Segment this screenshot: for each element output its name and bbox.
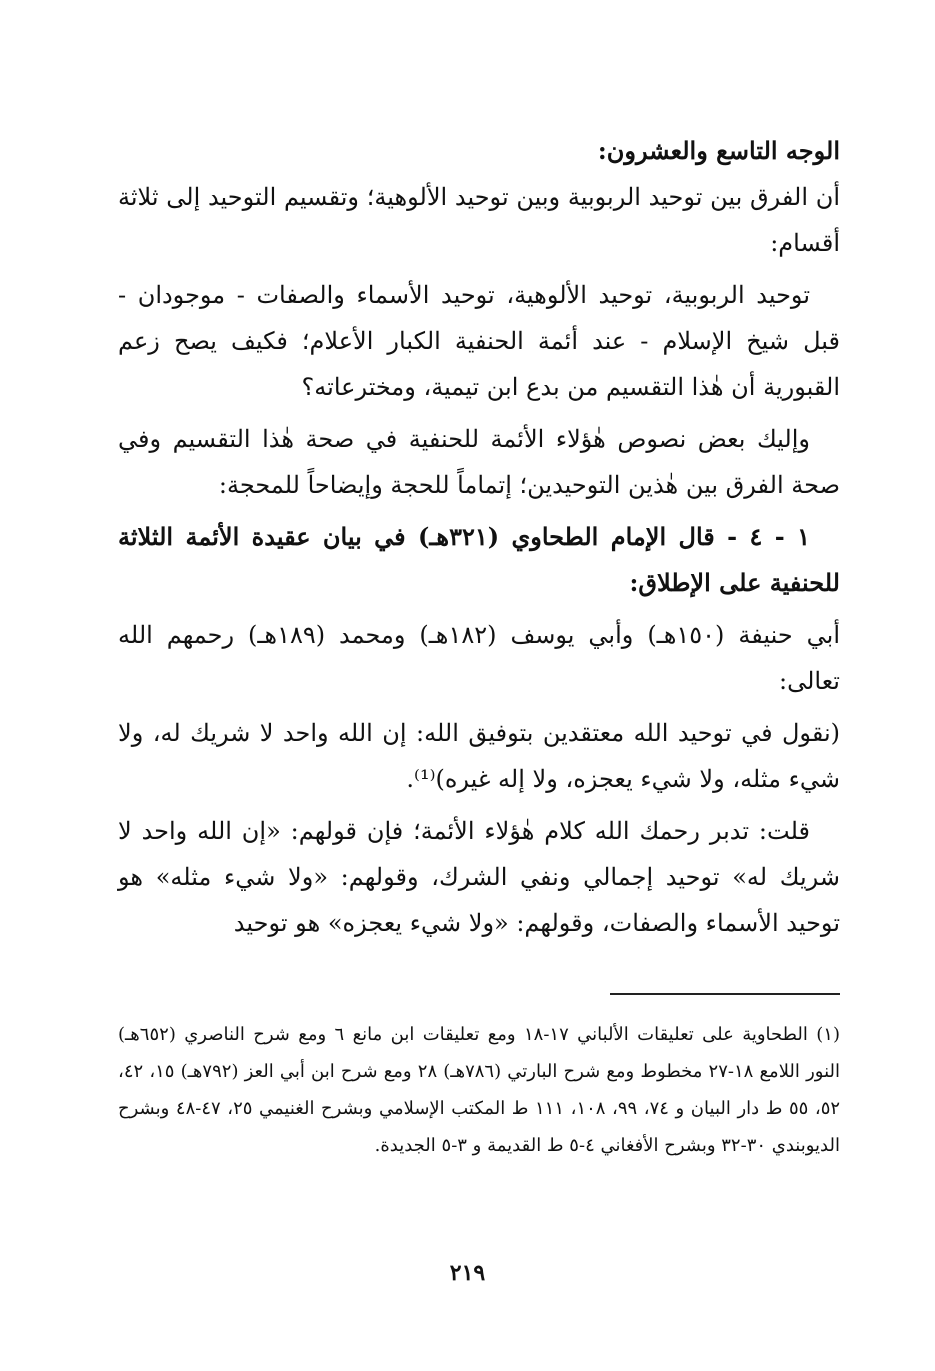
footnote: (١) الطحاوية على تعليقات الألباني ١٧-١٨ ومع تعليقات ابن مانع ٦ ومع شرح الناصري (٦٥٢هـ) النور اللامع ١٨-٢٧ مخطوط ومع شرح البارتي (٧٨٦هـ) ٢٨ ومع شرح ابن أبي العز (٧٩٢هـ) ١٥، ٤٢، ٥٢، ٥٥ ط دار البيان و ٧٤، ٩٩، ١٠٨، ١١١ ط المكتب الإسلامي وبشرح الغنيمي ٢٥، ٤٧-٤٨ وبشرح الديوبندي ٣٠-٣٢ وبشرح الأفغاني ٤-٥ ط القديمة و ٣-٥ الجديدة. bbox=[118, 1024, 841, 1156]
main-text bbox=[118, 118, 840, 952]
paragraph-2: توحيد الربوبية، توحيد الألوهية، توحيد الأسماء والصفات - موجودان - قبل شيخ الإسلام - عند أئمة الحنفية الكبار الأعلام؛ فكيف يصح زعم القبورية أن هٰذا التقسيم من بدع ابن تيمية، ومخترعاته؟ bbox=[118, 281, 840, 401]
paragraph-1: أن الفرق بين توحيد الربوبية وبين توحيد الألوهية؛ وتقسيم التوحيد إلى ثلاثة أقسام: bbox=[118, 183, 840, 257]
page-number: ٢١٩ bbox=[449, 1260, 486, 1286]
paragraph-4: ١ - ٤ - قال الإمام الطحاوي (٣٢١هـ) في بيان عقيدة الأئمة الثلاثة للحنفية على الإطلاق: bbox=[118, 522, 840, 597]
paragraph-5: أبي حنيفة (١٥٠هـ) وأبي يوسف (١٨٢هـ) ومحمد (١٨٩هـ) رحمهم الله تعالى: bbox=[118, 621, 840, 695]
paragraph-7: قلت: تدبر رحمك الله كلام هٰؤلاء الأئمة؛ فإن قولهم: «إن الله واحد لا شريك له» توحيد إجمالي ونفي الشرك، وقولهم: «ولا شيء مثله» هو توحيد الأسماء والصفات، وقولهم: «ولا شيء يعجزه» هو توحيد bbox=[118, 817, 840, 937]
paragraph-3: وإليك بعض نصوص هٰؤلاء الأئمة للحنفية في صحة هٰذا التقسيم وفي صحة الفرق بين هٰذين التوحيدين؛ إتماماً للحجة وإيضاحاً للمحجة: bbox=[118, 425, 840, 499]
paragraph-6: (نقول في توحيد الله معتقدين بتوفيق الله: إن الله واحد لا شريك له، ولا شيء مثله، ولا شيء يعجزه، ولا إله غيره)⁽¹⁾. bbox=[118, 719, 840, 793]
footnote-divider bbox=[610, 993, 840, 995]
section-heading: الوجه التاسع والعشرون: bbox=[597, 136, 840, 165]
